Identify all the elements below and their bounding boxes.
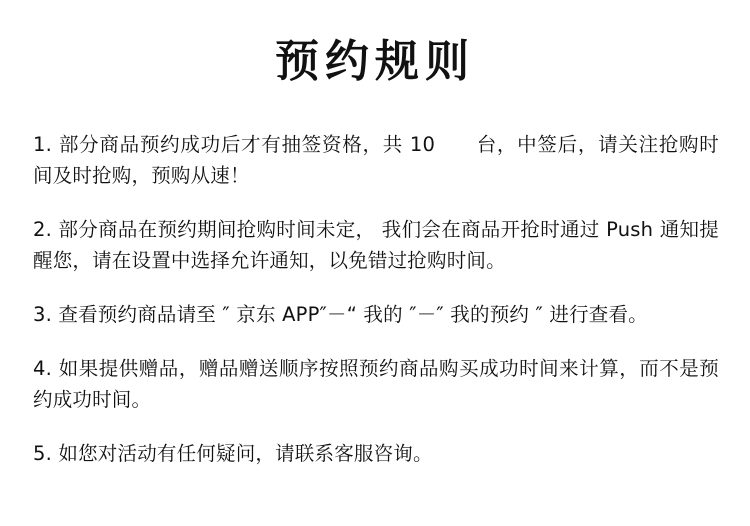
rule-item-4: 4. 如果提供赠品，赠品赠送顺序按照预约商品购买成功时间来计算，而不是预约成功时间。 <box>33 357 719 411</box>
rule-item-3: 3. 查看预约商品请至 ″ 京东 APP″－“ 我的 ″－″ 我的预约 ″ 进行查看。 <box>33 303 648 326</box>
rule-item-2: 2. 部分商品在预约期间抢购时间未定， 我们会在商品开抢时通过 Push 通知提醒您，请在设置中选择允许通知，以免错过抢购时间。 <box>33 218 719 272</box>
page-title: 预约规则 <box>275 36 475 87</box>
rule-item-5: 5. 如您对活动有任何疑问，请联系客服咨询。 <box>33 442 433 465</box>
rule-item-1: 1. 部分商品预约成功后才有抽签资格，共 10 台，中签后，请关注抢购时间及时抢购，预购从速！ <box>33 133 719 187</box>
rules-list <box>33 129 719 469</box>
